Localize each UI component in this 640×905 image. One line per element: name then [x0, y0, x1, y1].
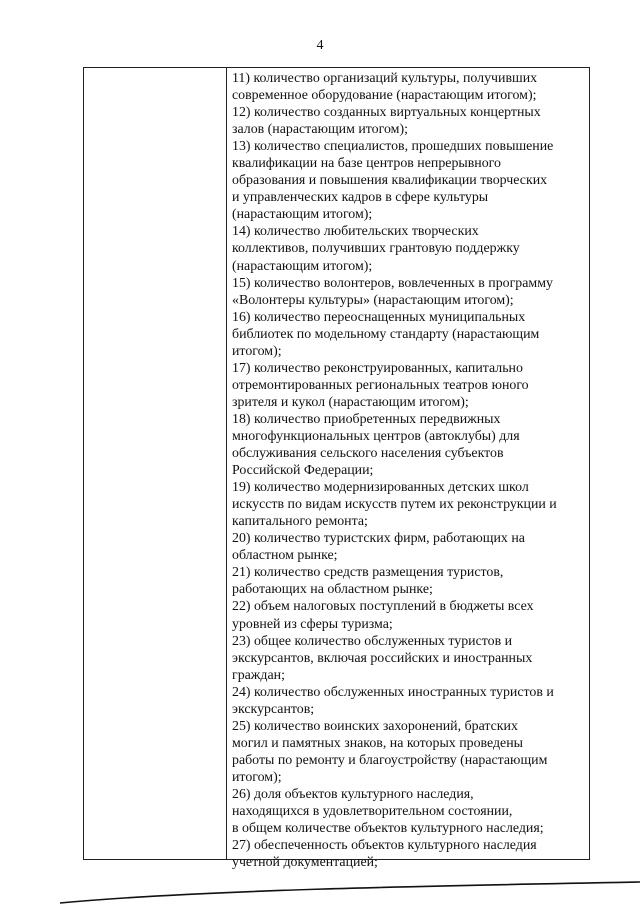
text-line: квалификации на базе центров непрерывного: [232, 156, 501, 172]
text-line: современное оборудование (нарастающим итогом);: [232, 88, 537, 104]
text-line: находящихся в удовлетворительном состоянии,: [232, 804, 513, 820]
text-line: обслуживания сельского населения субъектов: [232, 446, 504, 462]
text-line: 11) количество организаций культуры, получивших: [232, 71, 538, 86]
text-line: 14) количество любительских творческих: [232, 224, 479, 240]
text-line: (нарастающим итогом);: [232, 207, 373, 223]
text-line: 20) количество туристских фирм, работающих на: [232, 531, 525, 547]
text-line: Российской Федерации;: [232, 463, 374, 479]
table-right-cell: [232, 70, 584, 871]
text-line: (нарастающим итогом);: [232, 258, 373, 274]
text-line: итогом);: [232, 343, 282, 359]
text-line: учетной документацией;: [232, 855, 378, 871]
text-line: граждан;: [232, 667, 285, 683]
text-line: 13) количество специалистов, прошедших повышение: [232, 139, 554, 155]
page-number: 4: [316, 38, 324, 53]
text-line: библиотек по модельному стандарту (нарастающим: [232, 326, 540, 342]
text-line: «Волонтеры культуры» (нарастающим итогом);: [232, 292, 514, 308]
text-line: 18) количество приобретенных передвижных: [232, 411, 501, 427]
text-line: капитального ремонта;: [232, 514, 368, 530]
indicators-table: [83, 67, 590, 871]
text-line: образования и повышения квалификации творческих: [232, 173, 548, 189]
text-line: экскурсантов;: [232, 701, 315, 717]
text-line: работы по ремонту и благоустройству (нарастающим: [232, 752, 548, 768]
scan-edge-line: [0, 880, 640, 905]
table-left-cell: [84, 68, 227, 859]
text-line: отремонтированных региональных театров юного: [232, 377, 529, 393]
text-line: 21) количество средств размещения туристов,: [232, 565, 504, 581]
text-line: искусств по видам искусств путем их реконструкции и: [232, 497, 557, 513]
text-line: 26) доля объектов культурного наследия,: [232, 786, 474, 802]
text-line: экскурсантов, включая российских и иностранных: [232, 650, 533, 666]
text-line: областном рынке;: [232, 548, 338, 564]
text-line: работающих на областном рынке;: [232, 582, 433, 598]
text-line: в общем количестве объектов культурного наследия;: [232, 821, 544, 837]
text-line: 16) количество переоснащенных муниципальных: [232, 309, 526, 325]
text-line: 23) общее количество обслуженных туристов и: [232, 633, 513, 649]
text-line: 15) количество волонтеров, вовлеченных в программу: [232, 275, 553, 291]
text-line: итогом);: [232, 769, 282, 785]
text-line: могил и памятных знаков, на которых проведены: [232, 735, 523, 751]
text-line: 27) обеспеченность объектов культурного наследия: [232, 838, 537, 854]
text-line: 19) количество модернизированных детских школ: [232, 480, 529, 496]
text-line: 12) количество созданных виртуальных концертных: [232, 105, 541, 121]
text-line: 25) количество воинских захоронений, братских: [232, 718, 518, 734]
text-line: зрителя и кукол (нарастающим итогом);: [232, 394, 469, 410]
text-line: и управленческих кадров в сфере культуры: [232, 190, 489, 206]
text-line: 17) количество реконструированных, капитально: [232, 360, 523, 376]
text-line: уровней из сферы туризма;: [232, 616, 393, 632]
text-line: залов (нарастающим итогом);: [232, 122, 408, 138]
text-line: многофункциональных центров (автоклубы) для: [232, 428, 520, 444]
text-line: 24) количество обслуженных иностранных туристов и: [232, 684, 554, 700]
text-line: 22) объем налоговых поступлений в бюджеты всех: [232, 599, 534, 615]
text-line: коллективов, получивших грантовую поддержку: [232, 241, 520, 257]
